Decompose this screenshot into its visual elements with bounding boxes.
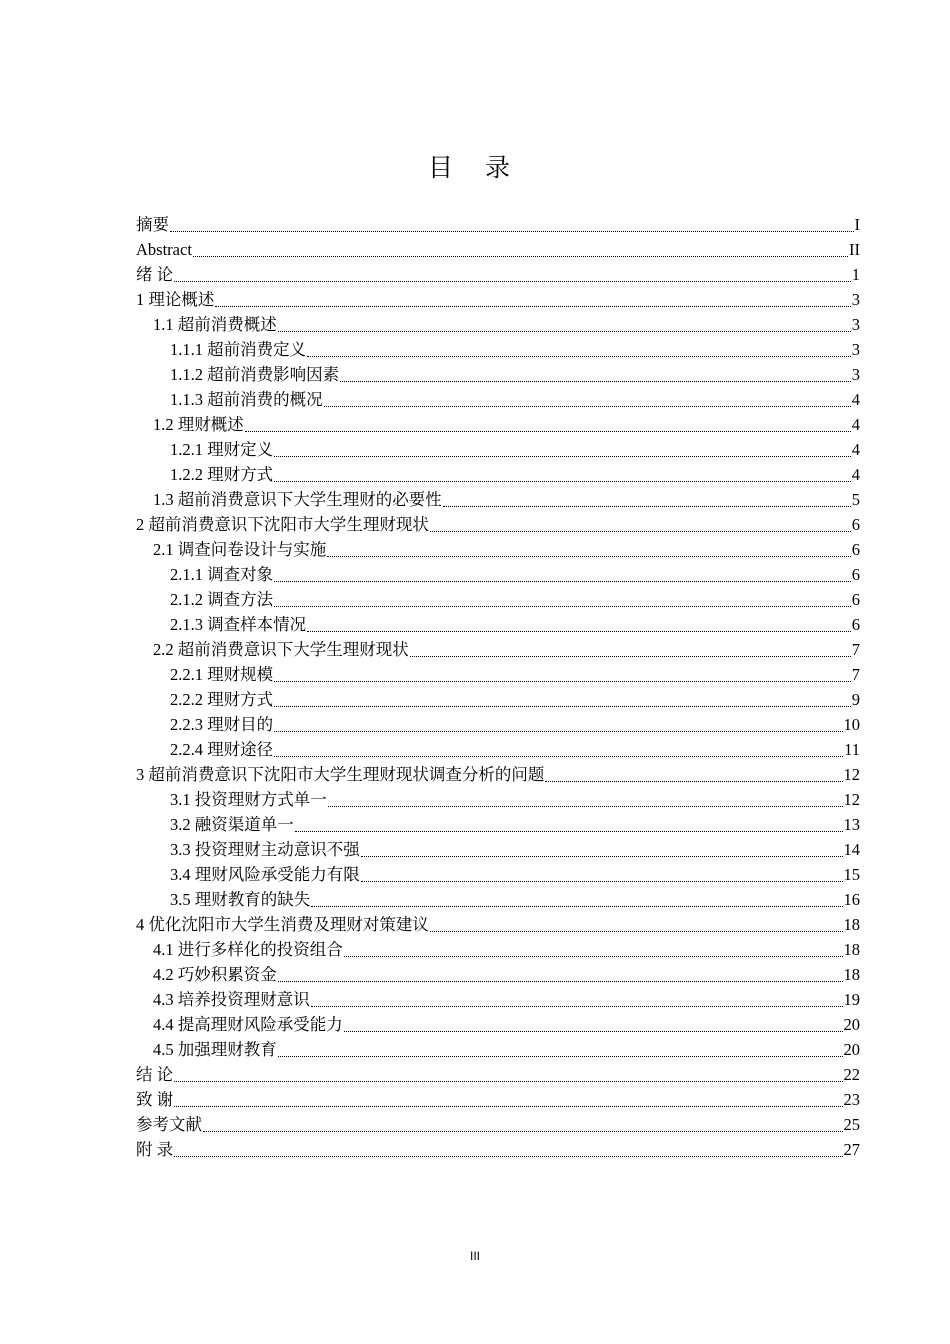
toc-entry[interactable] — [136, 1012, 860, 1037]
toc-entry-page: 6 — [851, 565, 860, 584]
toc-entry[interactable] — [136, 737, 860, 762]
toc-entry-page: 4 — [851, 415, 860, 434]
toc-entry-page: 4 — [851, 440, 860, 459]
toc-entry-page: 18 — [843, 940, 860, 959]
toc-entry-label: 4.1 进行多样化的投资组合 — [153, 940, 343, 959]
toc-entry-label: 2.1.3 调查样本情况 — [170, 615, 307, 634]
toc-entry-label: 4.5 加强理财教育 — [153, 1040, 277, 1059]
toc-entry[interactable] — [136, 487, 860, 512]
toc-entry-page: 12 — [843, 790, 860, 809]
toc-dot-leader — [443, 506, 851, 507]
toc-entry-page: 22 — [843, 1065, 860, 1084]
toc-entry-page: 13 — [843, 815, 860, 834]
toc-dot-leader — [193, 256, 848, 257]
toc-entry-label: 4.2 巧妙积累资金 — [153, 965, 277, 984]
toc-entry-label: Abstract — [136, 240, 192, 259]
toc-dot-leader — [410, 656, 851, 657]
toc-entry-page: 20 — [843, 1040, 860, 1059]
toc-dot-leader — [328, 806, 843, 807]
toc-entry[interactable] — [136, 212, 860, 237]
toc-entry-label: 3.3 投资理财主动意识不强 — [170, 840, 360, 859]
toc-entry[interactable] — [136, 587, 860, 612]
toc-dot-leader — [324, 406, 851, 407]
toc-entry-label: 1.3 超前消费意识下大学生理财的必要性 — [153, 490, 442, 509]
toc-entry-label: 结 论 — [136, 1065, 174, 1084]
toc-entry[interactable] — [136, 687, 860, 712]
toc-entry-label: 3.4 理财风险承受能力有限 — [170, 865, 360, 884]
toc-dot-leader — [274, 706, 851, 707]
toc-dot-leader — [295, 831, 843, 832]
toc-entry-label: 1.1.3 超前消费的概况 — [170, 390, 323, 409]
toc-dot-leader — [278, 981, 843, 982]
toc-entry-label: 致 谢 — [136, 1090, 174, 1109]
toc-entry[interactable] — [136, 412, 860, 437]
toc-entry-label: 摘要 — [136, 215, 169, 234]
toc-entry-page: 16 — [843, 890, 860, 909]
toc-entry-label: 2.1.2 调查方法 — [170, 590, 274, 609]
toc-entry[interactable] — [136, 312, 860, 337]
toc-entry[interactable] — [136, 337, 860, 362]
toc-dot-leader — [307, 631, 851, 632]
toc-dot-leader — [274, 681, 851, 682]
toc-dot-leader — [174, 1081, 842, 1082]
toc-dot-leader — [278, 1056, 843, 1057]
toc-dot-leader — [361, 856, 843, 857]
toc-dot-leader — [245, 431, 851, 432]
toc-entry-page: 4 — [851, 465, 860, 484]
toc-dot-leader — [344, 1031, 843, 1032]
toc-entry[interactable] — [136, 537, 860, 562]
toc-entry-label: 4 优化沈阳市大学生消费及理财对策建议 — [136, 915, 429, 934]
table-of-contents — [136, 212, 860, 1162]
page-number-footer: III — [469, 1249, 480, 1263]
toc-entry-page: II — [849, 240, 860, 259]
toc-entry[interactable] — [136, 1137, 860, 1162]
toc-entry[interactable] — [136, 1087, 860, 1112]
toc-entry-label: 3.1 投资理财方式单一 — [170, 790, 327, 809]
toc-dot-leader — [203, 1131, 843, 1132]
toc-dot-leader — [278, 331, 851, 332]
toc-entry-page: 7 — [851, 640, 860, 659]
toc-dot-leader — [274, 481, 851, 482]
toc-entry-page: 25 — [843, 1115, 860, 1134]
toc-entry-label: 4.3 培养投资理财意识 — [153, 990, 310, 1009]
toc-dot-leader — [311, 1006, 843, 1007]
toc-entry-label: 2.2.4 理财途径 — [170, 740, 274, 759]
toc-entry-page: 3 — [851, 365, 860, 384]
toc-entry[interactable] — [136, 887, 860, 912]
toc-entry-label: 1.2 理财概述 — [153, 415, 244, 434]
toc-entry[interactable] — [136, 387, 860, 412]
toc-entry-page: 6 — [851, 615, 860, 634]
toc-entry[interactable] — [136, 637, 860, 662]
toc-entry[interactable] — [136, 912, 860, 937]
toc-entry-label: 1.2.1 理财定义 — [170, 440, 274, 459]
toc-entry-label: 1 理论概述 — [136, 290, 215, 309]
toc-dot-leader — [311, 906, 842, 907]
toc-entry-label: 2.1 调查问卷设计与实施 — [153, 540, 327, 559]
toc-entry-page: 7 — [851, 665, 860, 684]
toc-dot-leader — [340, 381, 851, 382]
toc-entry-label: 绪 论 — [136, 265, 174, 284]
toc-entry-label: 3 超前消费意识下沈阳市大学生理财现状调查分析的问题 — [136, 765, 545, 784]
toc-dot-leader — [344, 956, 843, 957]
toc-entry-page: 20 — [843, 1015, 860, 1034]
toc-entry-page: 11 — [844, 740, 860, 759]
toc-entry[interactable] — [136, 812, 860, 837]
page-title: 目 录 — [428, 153, 522, 182]
toc-entry-page: 27 — [843, 1140, 860, 1159]
toc-entry[interactable] — [136, 362, 860, 387]
toc-entry-label: 2 超前消费意识下沈阳市大学生理财现状 — [136, 515, 429, 534]
toc-entry-page: 3 — [851, 340, 860, 359]
toc-entry-page: 3 — [851, 290, 860, 309]
toc-entry-label: 2.2.2 理财方式 — [170, 690, 274, 709]
toc-entry-label: 参考文献 — [136, 1115, 202, 1134]
toc-entry-page: 3 — [851, 315, 860, 334]
toc-dot-leader — [215, 306, 850, 307]
toc-entry[interactable] — [136, 262, 860, 287]
toc-entry-label: 1.2.2 理财方式 — [170, 465, 274, 484]
toc-entry-page: 4 — [851, 390, 860, 409]
toc-entry-page: 5 — [851, 490, 860, 509]
toc-entry[interactable] — [136, 837, 860, 862]
toc-entry[interactable] — [136, 987, 860, 1012]
toc-entry[interactable] — [136, 437, 860, 462]
toc-entry[interactable] — [136, 762, 860, 787]
toc-entry-label: 1.1 超前消费概述 — [153, 315, 277, 334]
toc-dot-leader — [274, 456, 851, 457]
toc-entry[interactable] — [136, 787, 860, 812]
toc-entry-label: 1.1.1 超前消费定义 — [170, 340, 307, 359]
toc-entry-page: 19 — [843, 990, 860, 1009]
toc-entry-label: 2.2.1 理财规模 — [170, 665, 274, 684]
toc-entry[interactable] — [136, 1112, 860, 1137]
toc-dot-leader — [274, 606, 851, 607]
toc-entry-page: 15 — [843, 865, 860, 884]
toc-dot-leader — [274, 756, 843, 757]
toc-entry-label: 2.2 超前消费意识下大学生理财现状 — [153, 640, 409, 659]
toc-entry-page: 1 — [851, 265, 860, 284]
toc-entry-label: 附 录 — [136, 1140, 174, 1159]
toc-entry-page: 12 — [843, 765, 860, 784]
toc-entry-label: 3.5 理财教育的缺失 — [170, 890, 311, 909]
toc-entry-page: 6 — [851, 590, 860, 609]
toc-entry[interactable] — [136, 1037, 860, 1062]
toc-entry[interactable] — [136, 462, 860, 487]
toc-dot-leader — [327, 556, 851, 557]
toc-dot-leader — [170, 231, 854, 232]
toc-entry-label: 1.1.2 超前消费影响因素 — [170, 365, 340, 384]
toc-dot-leader — [174, 1156, 842, 1157]
toc-dot-leader — [545, 781, 842, 782]
toc-entry-label: 4.4 提高理财风险承受能力 — [153, 1015, 343, 1034]
toc-entry-page: 6 — [851, 540, 860, 559]
toc-entry-page: 9 — [851, 690, 860, 709]
toc-entry[interactable] — [136, 1062, 860, 1087]
toc-entry[interactable] — [136, 287, 860, 312]
toc-entry[interactable] — [136, 612, 860, 637]
toc-entry-label: 2.1.1 调查对象 — [170, 565, 274, 584]
toc-dot-leader — [174, 1106, 842, 1107]
toc-entry-page: 18 — [843, 915, 860, 934]
toc-dot-leader — [274, 731, 842, 732]
toc-entry-label: 3.2 融资渠道单一 — [170, 815, 294, 834]
toc-entry[interactable] — [136, 662, 860, 687]
toc-entry-label: 2.2.3 理财目的 — [170, 715, 274, 734]
toc-entry[interactable] — [136, 237, 860, 262]
toc-entry-page: 18 — [843, 965, 860, 984]
toc-dot-leader — [361, 881, 843, 882]
toc-entry[interactable] — [136, 512, 860, 537]
toc-entry[interactable] — [136, 937, 860, 962]
toc-dot-leader — [430, 531, 851, 532]
toc-entry-page: 23 — [843, 1090, 860, 1109]
toc-entry-page: 14 — [843, 840, 860, 859]
toc-entry[interactable] — [136, 562, 860, 587]
toc-dot-leader — [174, 281, 851, 282]
toc-entry[interactable] — [136, 862, 860, 887]
toc-entry-page: 6 — [851, 515, 860, 534]
toc-dot-leader — [307, 356, 851, 357]
toc-entry[interactable] — [136, 962, 860, 987]
toc-entry-page: 10 — [843, 715, 860, 734]
toc-entry[interactable] — [136, 712, 860, 737]
toc-dot-leader — [274, 581, 851, 582]
toc-entry-page: I — [854, 215, 860, 234]
toc-dot-leader — [430, 931, 843, 932]
